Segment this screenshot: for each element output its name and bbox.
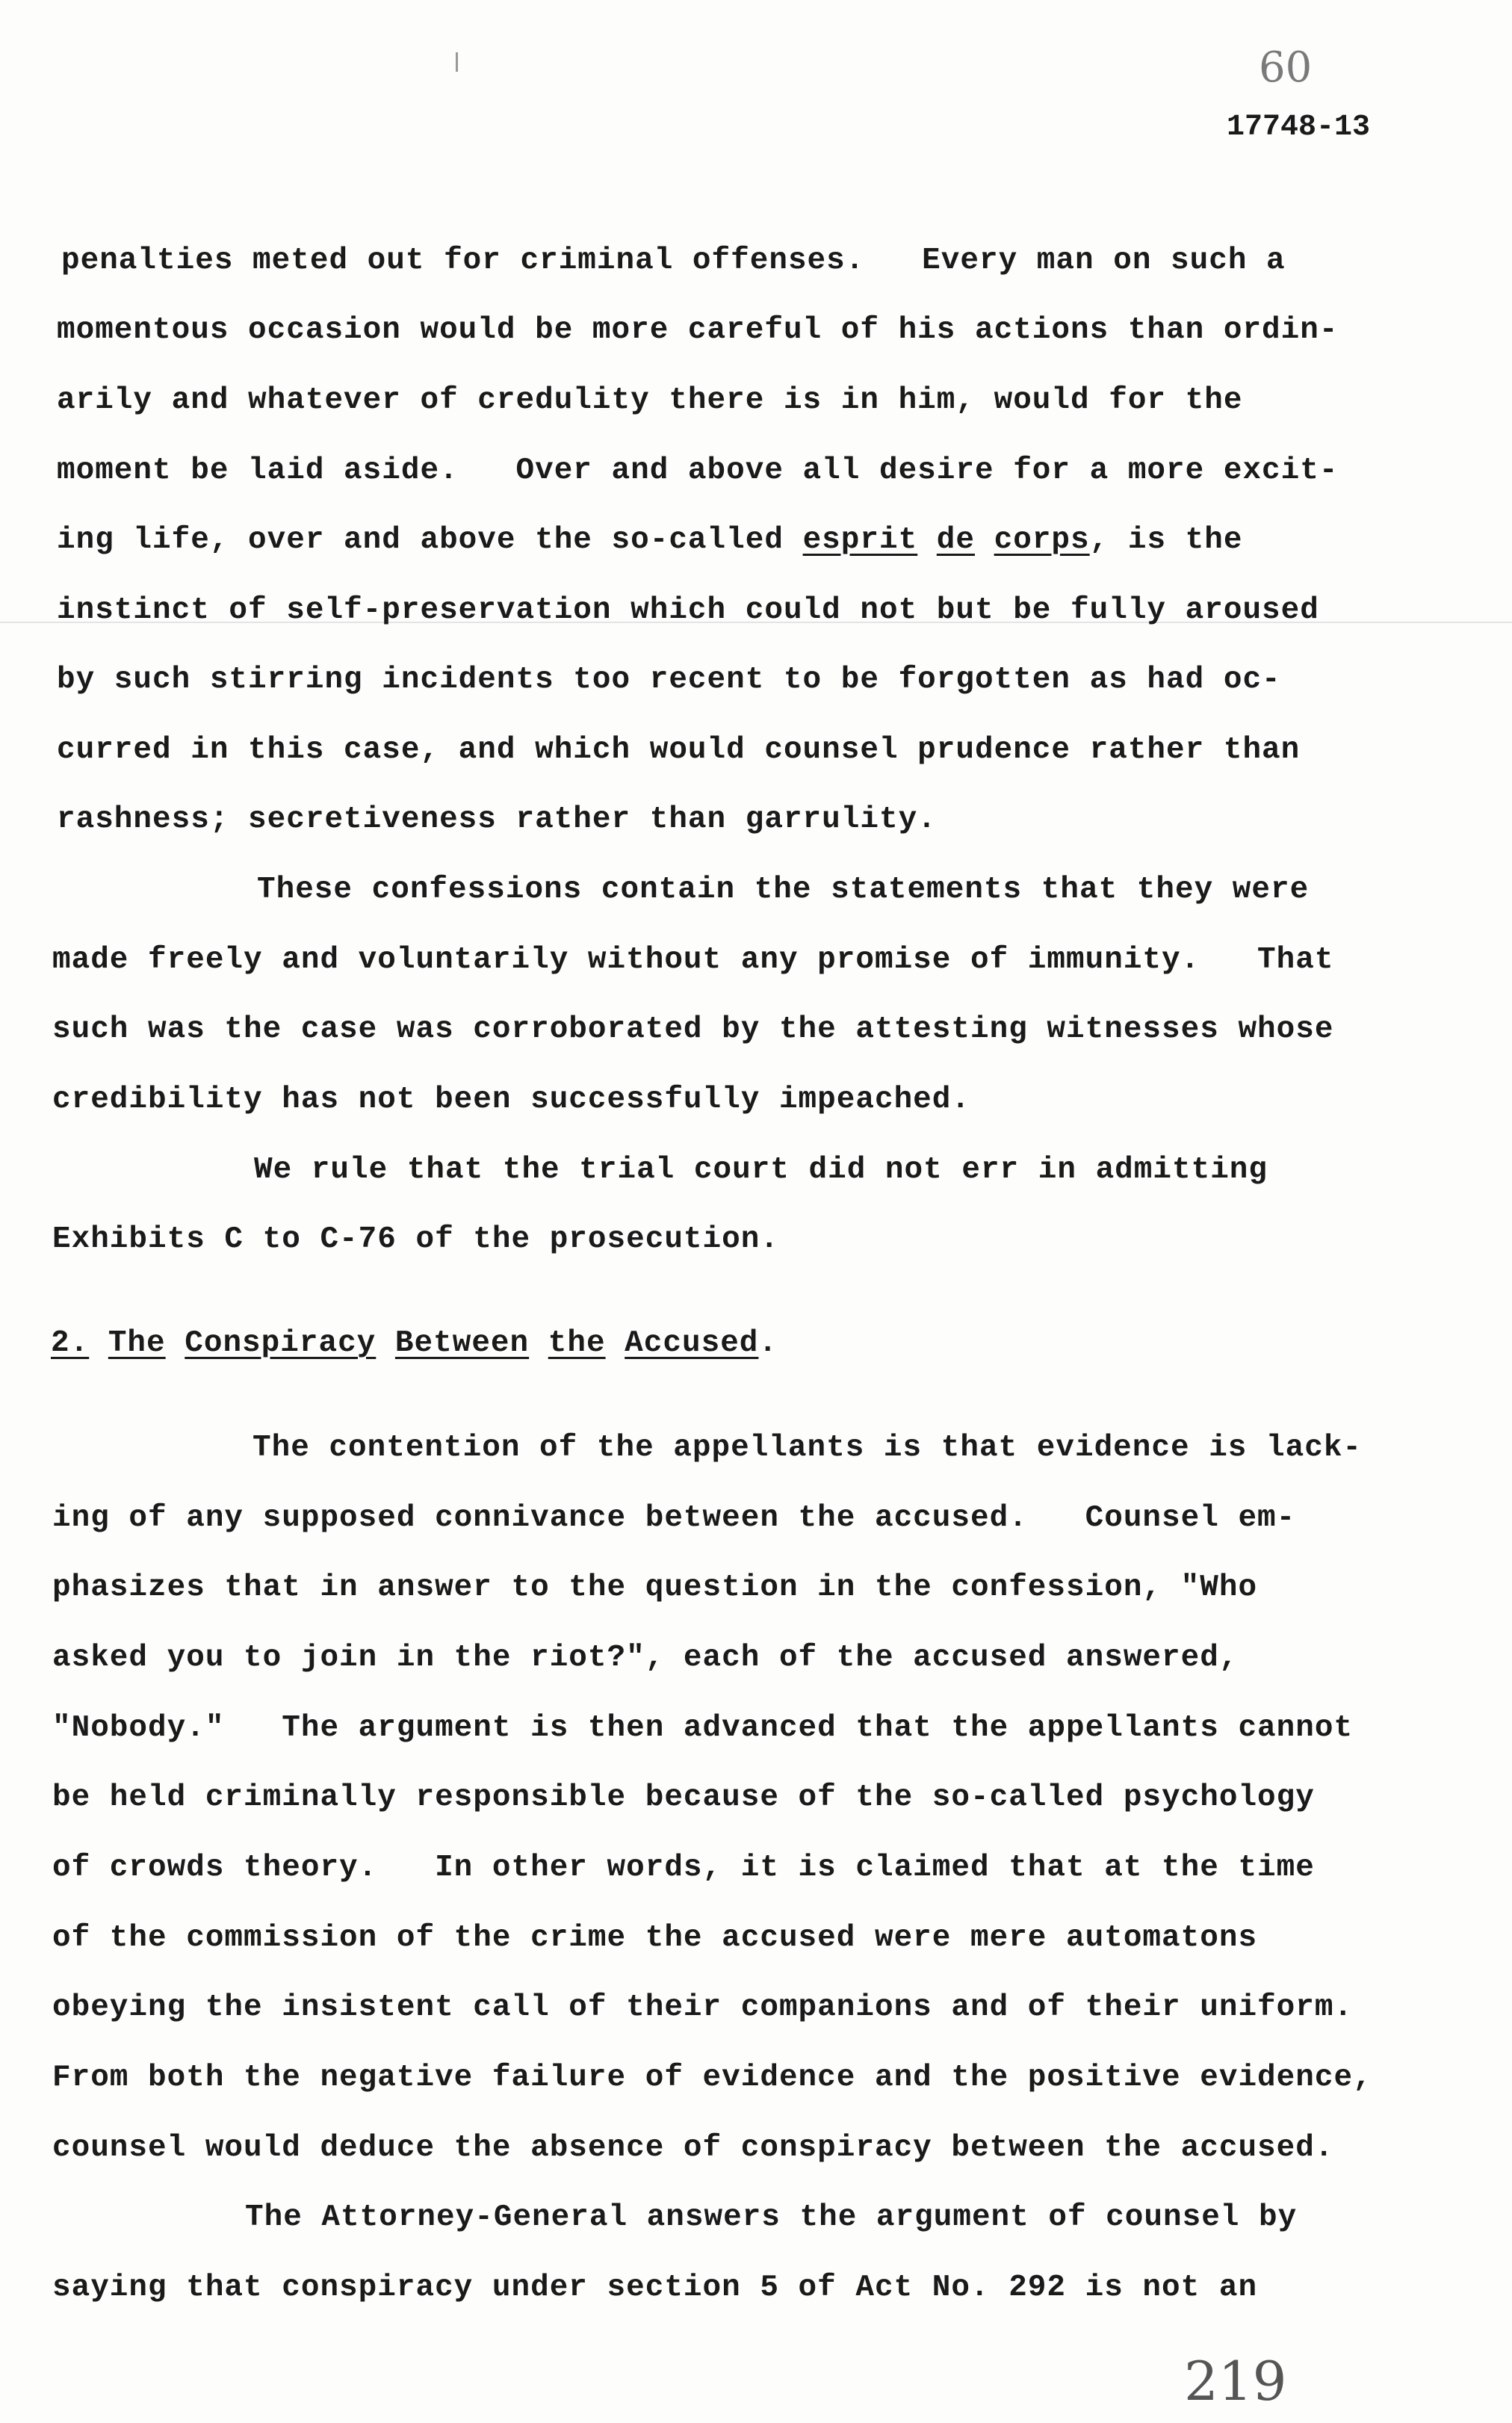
text-line: of the commission of the crime the accused were mere automatons: [52, 1921, 1258, 1955]
document-number: 17748-13: [1227, 111, 1371, 144]
text-line-esprit-de-corps: [57, 523, 1243, 557]
text-line: momentous occasion would be more careful of his actions than ordin-: [57, 313, 1339, 347]
text-line: asked you to join in the riot?", each of the accused answered,: [52, 1641, 1239, 1675]
text-line: These confessions contain the statements that they were: [257, 873, 1310, 907]
text-line: by such stirring incidents too recent to be forgotten as had oc-: [57, 663, 1281, 697]
text-line: curred in this case, and which would counsel prudence rather than: [57, 733, 1301, 767]
heading-word: The: [108, 1326, 166, 1361]
text-line: be held criminally responsible because of the so-called psychology: [52, 1780, 1315, 1815]
text-line: counsel would deduce the absence of conspiracy between the accused.: [52, 2131, 1334, 2165]
heading-word: the: [548, 1326, 606, 1361]
text-line: instinct of self-preservation which could not but be fully aroused: [57, 593, 1319, 628]
underlined-term-esprit: esprit: [802, 523, 918, 557]
heading-word: Accused: [625, 1326, 759, 1361]
text-line: such was the case was corroborated by the attesting witnesses whose: [52, 1012, 1334, 1047]
text-line: made freely and voluntarily without any promise of immunity. That: [52, 943, 1334, 977]
heading-number: 2.: [51, 1326, 90, 1361]
text-segment: ing life, over and above the so-called: [57, 523, 803, 557]
text-line: saying that conspiracy under section 5 of Act No. 292 is not an: [52, 2271, 1258, 2305]
heading-word: Conspiracy: [185, 1326, 377, 1361]
text-line: moment be laid aside. Over and above all desire for a more excit-: [57, 454, 1339, 488]
text-segment: , is the: [1089, 523, 1243, 557]
text-line: arily and whatever of credulity there is in him, would for the: [57, 383, 1243, 418]
text-line: Exhibits C to C-76 of the prosecution.: [52, 1222, 779, 1257]
scan-mark: [456, 52, 458, 72]
page-stamp-bottom: 219: [1184, 2350, 1287, 2413]
page-stamp-top: 60: [1259, 43, 1313, 92]
text-line: obeying the insistent call of their companions and of their uniform.: [52, 1990, 1354, 2025]
underlined-term-de: de: [936, 523, 976, 557]
space: [975, 523, 994, 557]
section-heading: [51, 1326, 778, 1361]
text-line: From both the negative failure of evidence and the positive evidence,: [52, 2061, 1372, 2095]
text-line: penalties meted out for criminal offenses. Every man on such a: [61, 244, 1286, 278]
underlined-term-corps: corps: [994, 523, 1090, 557]
text-line: ing of any supposed connivance between the accused. Counsel em-: [52, 1501, 1296, 1535]
text-line: We rule that the trial court did not err in admitting: [254, 1153, 1268, 1187]
text-line: rashness; secretiveness rather than garrulity.: [57, 802, 937, 837]
text-line: of crowds theory. In other words, it is claimed that at the time: [52, 1851, 1315, 1885]
text-line: "Nobody." The argument is then advanced that the appellants cannot: [52, 1711, 1354, 1745]
heading-word: Between: [394, 1326, 530, 1361]
text-line: phasizes that in answer to the question in the confession, "Who: [52, 1571, 1258, 1605]
space: [917, 523, 937, 557]
heading-period: .: [758, 1326, 778, 1361]
text-line: The contention of the appellants is that evidence is lack-: [252, 1431, 1363, 1465]
text-line: credibility has not been successfully impeached.: [52, 1083, 970, 1117]
text-line: The Attorney-General answers the argument of counsel by: [245, 2200, 1298, 2235]
